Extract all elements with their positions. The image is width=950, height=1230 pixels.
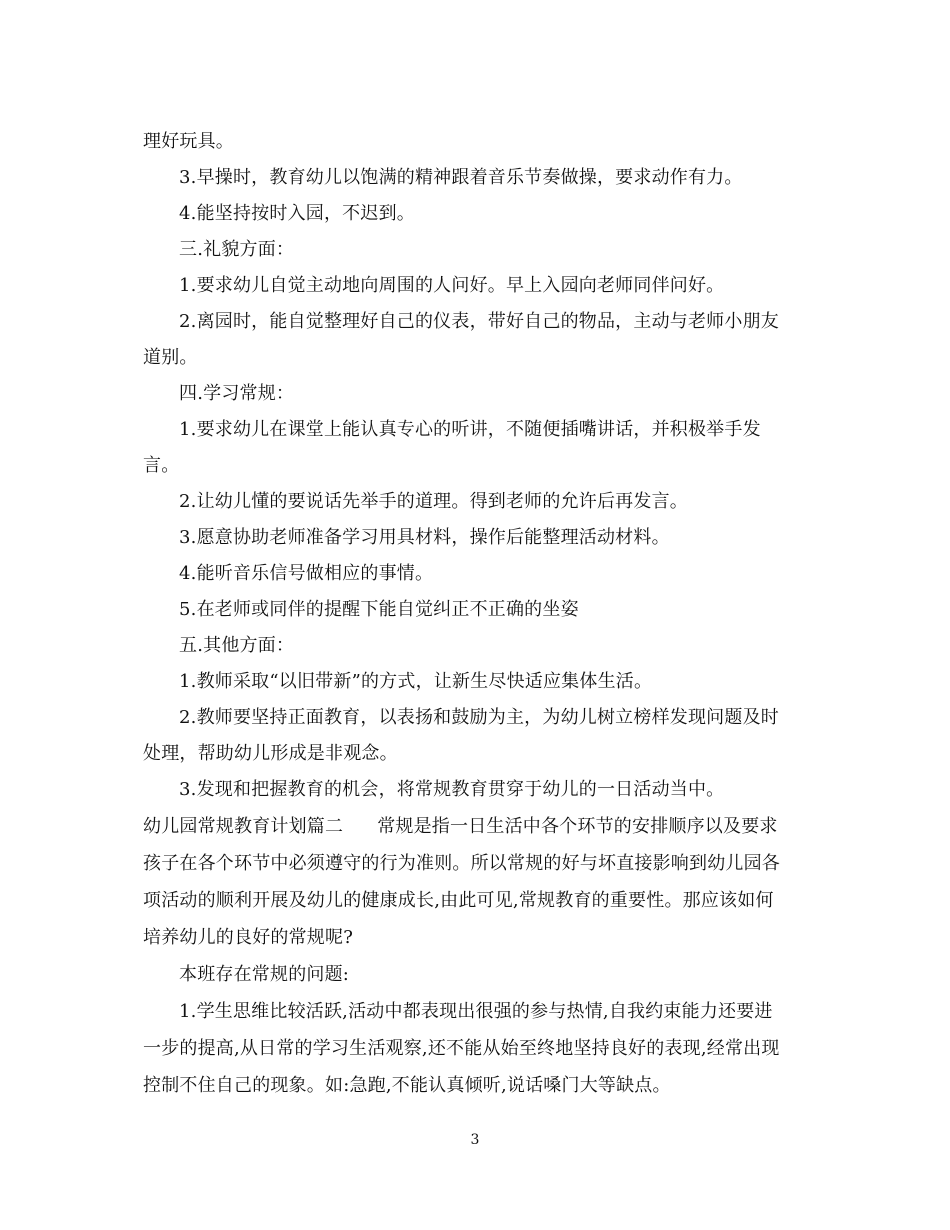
article-title: 幼儿园常规教育计划篇二 (143, 816, 344, 837)
paragraph-line: 3.发现和把握教育的机会，将常规教育贯穿于幼儿的一日活动当中。 (179, 779, 725, 800)
paragraph-line: 理好玩具。 (143, 131, 234, 152)
paragraph-line: 1.教师采取“以旧带新”的方式，让新生尽快适应集体生活。 (179, 671, 653, 692)
article-title-line (143, 808, 811, 845)
paragraph-line: 言。 (143, 455, 180, 476)
page-number: 3 (470, 1132, 480, 1148)
paragraph-line: 本班存在常规的问题: (179, 964, 350, 985)
paragraph-line: 道别。 (143, 347, 198, 368)
section-heading: 三.礼貌方面： (179, 239, 295, 260)
paragraph-line: 4.能听音乐信号做相应的事情。 (179, 563, 434, 584)
paragraph-line: 培养幼儿的良好的常规呢? (143, 927, 354, 948)
paragraph-line: 4.能坚持按时入园，不迟到。 (179, 203, 415, 224)
paragraph-line: 孩子在各个环节中必须遵守的行为准则。所以常规的好与坏直接影响到幼儿园各 (143, 853, 780, 874)
document-body (143, 124, 811, 1104)
paragraph-line: 2.让幼儿懂的要说话先举手的道理。得到老师的允许后再发言。 (179, 491, 688, 512)
paragraph-line: 1.要求幼儿自觉主动地向周围的人问好。早上入园向老师同伴问好。 (179, 275, 725, 296)
paragraph-line: 处理，帮助幼儿形成是非观念。 (143, 743, 398, 764)
paragraph-line: 3.愿意协助老师准备学习用具材料，操作后能整理活动材料。 (179, 527, 670, 548)
paragraph-line: 5.在老师或同伴的提醒下能自觉纠正不正确的坐姿 (179, 599, 579, 620)
paragraph-line: 3.早操时，教育幼儿以饱满的精神跟着音乐节奏做操，要求动作有力。 (179, 167, 743, 188)
section-heading: 五.其他方面： (179, 635, 295, 656)
paragraph-line: 控制不住自己的现象。如:急跑,不能认真倾听,说话嗓门大等缺点。 (143, 1075, 671, 1096)
paragraph-text: 常规是指一日生活中各个环节的安排顺序以及要求 (377, 816, 778, 837)
paragraph-line: 一步的提高,从日常的学习生活观察,还不能从始至终地坚持良好的表现,经常出现 (143, 1038, 780, 1059)
paragraph-line: 2.离园时，能自觉整理好自己的仪表，带好自己的物品，主动与老师小朋友 (179, 311, 779, 332)
paragraph-line: 2.教师要坚持正面教育，以表扬和鼓励为主，为幼儿树立榜样发现问题及时 (179, 707, 779, 728)
paragraph-line: 1.学生思维比较活跃,活动中都表现出很强的参与热情,自我约束能力还要进 (179, 1001, 773, 1022)
section-heading: 四.学习常规： (179, 383, 295, 404)
paragraph-line: 1.要求幼儿在课堂上能认真专心的听讲，不随便插嘴讲话，并积极举手发 (179, 419, 761, 440)
paragraph-line: 项活动的顺利开展及幼儿的健康成长,由此可见,常规教育的重要性。那应该如何 (143, 890, 774, 911)
